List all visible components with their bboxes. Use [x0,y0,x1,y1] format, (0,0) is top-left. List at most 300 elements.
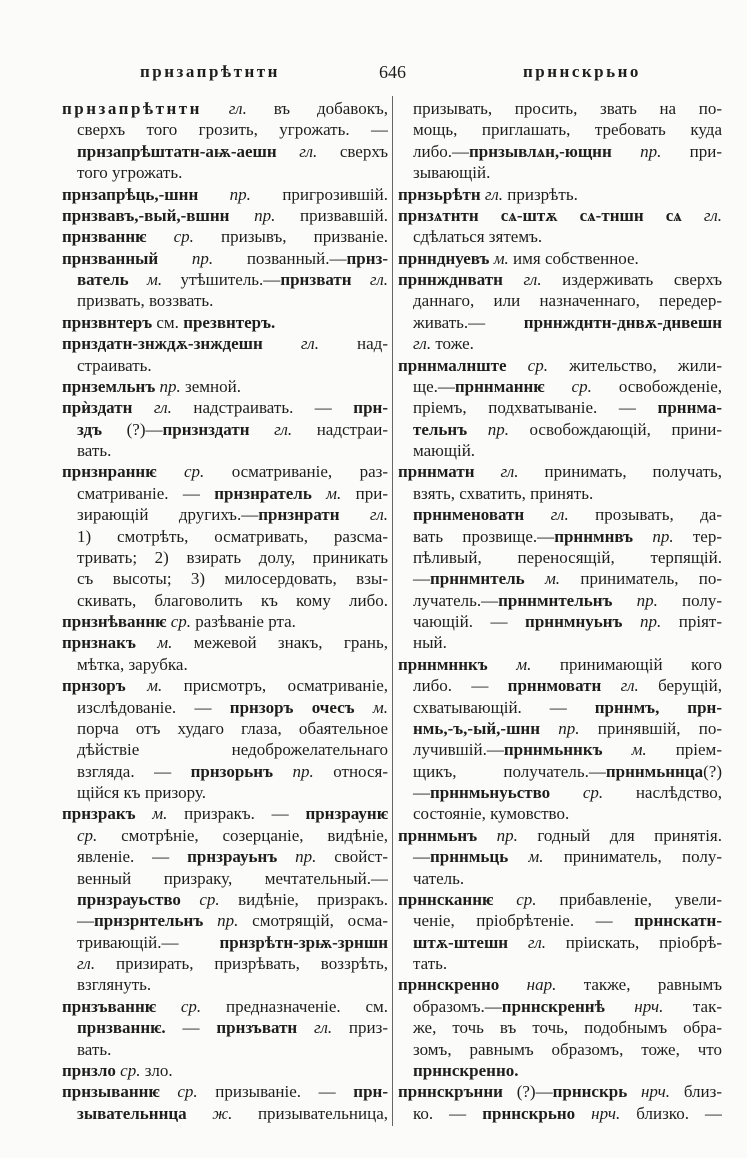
definition-text: также, равнымъ [556,975,722,995]
dict-line [62,1103,388,1124]
definition-text: призракъ. — [167,804,306,824]
headword: прннскренно [398,975,500,995]
definition-text: взгляда. — [77,761,191,781]
grammar-abbreviation: пр. [633,526,674,546]
headword: прн- [353,1082,388,1102]
definition-text: даннаго, или назначеннаго, передер- [413,291,722,311]
definition-text: въ добавокъ, [246,99,388,118]
dict-line [398,419,722,440]
definition-text: ще.— [413,376,455,396]
headword: прнзватн [280,270,352,289]
dict-line [398,568,722,589]
headword: прнздатн-знждѫ-знждешн [62,334,263,354]
dict-line [398,483,722,504]
dict-line [398,932,722,953]
definition-text: берущій, [638,676,722,696]
headword: прннмъ, прн- [594,697,722,717]
definition-text: принявшій, по- [579,718,722,738]
headword: прннскрънни [398,1082,503,1102]
grammar-abbreviation: нар. [499,975,557,995]
dict-line [62,162,388,183]
dict-line [62,868,388,889]
definition-text: приниматель, по- [560,569,722,589]
headword: прнзрауьнъ [187,847,278,867]
headword: тельнъ [413,419,468,439]
headword: прннжднватн [398,270,503,289]
grammar-abbreviation: гл. [276,141,318,161]
dict-line [62,504,388,525]
grammar-abbreviation: пр. [198,184,251,204]
headword: прнзрѣтн-зрѭ-зрншн [219,932,388,952]
definition-text: скивать, благоволить къ кому либо. [77,590,388,610]
headword: прннмнуьнъ [525,612,623,631]
column-divider [392,96,393,1126]
definition-text: чающій. — [413,612,526,631]
headword: прнзваннѥ [62,227,147,247]
dict-line [398,1081,722,1102]
definition-text: пріем- [646,740,722,760]
dict-line [62,290,388,311]
headword: прннмьннца [605,761,704,781]
definition-text: дѣйствіе недоброжелательнаго [77,740,388,760]
grammar-abbreviation: пр. [477,825,518,845]
dict-line [62,248,388,269]
grammar-abbreviation: м. [135,633,173,653]
dict-line [62,932,388,953]
headword: прнзнратель [214,483,312,503]
definition-text: страивать. [77,355,152,375]
definition-text: приз- [332,1018,388,1038]
headword: прннжднтн-днвѫ-днвешн [523,312,722,332]
grammar-abbreviation: гл. [132,398,172,418]
definition-text: призывать, просить, звать на по- [413,99,722,118]
dict-line [398,718,722,739]
headword: прнзѧтнтн сѧ-штѫ сѧ-тншн сѧ [398,205,682,225]
headword: прнзапрѣтнтн [62,99,202,118]
definition-text: порча отъ худаго глаза, обаятельное [77,718,388,738]
definition-text: призвать, воззвать. [77,291,214,311]
headword: нмь,-ъ,-ый,-шнн [413,718,541,738]
headword: прннмоватн [507,676,602,696]
dict-line [398,739,722,760]
dict-line [398,504,722,525]
definition-text: годный для принятія. [517,825,722,845]
definition-text: (?)— [502,1082,553,1102]
grammar-abbreviation: пр. [611,141,662,161]
dict-line [62,269,388,290]
dict-line [398,397,722,418]
dict-line [62,846,388,867]
definition-text: взять, схватить, принять. [413,483,594,503]
grammar-abbreviation: пр. [277,847,317,867]
definition-text: — [165,1018,217,1038]
dict-line [62,910,388,931]
dict-line [398,654,722,675]
definition-text: схватывающій. — [413,697,595,717]
headword: прннмнтель [430,569,525,589]
grammar-abbreviation: гл. [474,462,519,482]
definition-text: (?)— [102,419,163,439]
dict-line [398,461,722,482]
dict-line [62,568,388,589]
definition-text: тер- [673,526,722,546]
dict-line [62,312,388,333]
grammar-abbreviation: пр. [622,612,662,631]
grammar-abbreviation: ср. [115,1060,141,1080]
dict-line [62,1017,388,1038]
grammar-abbreviation: ср. [146,227,194,247]
dict-line [398,141,722,162]
headword: прнзнакъ [62,633,136,653]
dict-line [398,98,722,119]
dict-line [62,996,388,1017]
headword: прнзрнтельнъ [94,911,204,931]
definition-text: щикъ, получатель.— [413,761,606,781]
headword: прнзванный [62,248,159,268]
grammar-abbreviation: пр. [229,205,276,225]
definition-text: ный. [413,633,447,653]
definition-text: призывъ, призваніе. [193,227,388,247]
grammar-abbreviation: м. [508,847,544,867]
grammar-abbreviation: пр. [467,419,509,439]
dict-line [398,590,722,611]
headword: прнзываннѥ [62,1082,160,1102]
headword: здъ [77,419,103,439]
dict-line [398,290,722,311]
headword: прннманнѥ [454,376,545,396]
headword: прнзраунѥ [305,804,388,824]
grammar-abbreviation: ср. [159,1082,198,1102]
grammar-abbreviation: м. [125,676,163,696]
headword: прннднуевъ [398,248,490,268]
dict-line [62,718,388,739]
grammar-abbreviation: ср. [156,462,205,482]
dict-line [62,739,388,760]
dict-line [398,184,722,205]
definition-text: освобождающій, прини- [508,419,722,439]
dict-line [62,974,388,995]
headword: прнземльнъ [62,376,156,396]
definition-text: пѣливый, переносящій, терпящій. [413,547,722,567]
definition-text: явленіе. — [77,847,188,867]
grammar-abbreviation: ср. [544,376,592,396]
headword: прннмьнуьство [430,783,551,802]
definition-text: призирать, призрѣвать, воззрѣть, [95,954,388,973]
grammar-abbreviation: пр. [612,590,658,610]
grammar-abbreviation: гл. [524,505,569,525]
definition-text: смотрѣніе, созерцаніе, видѣніе, [97,825,388,845]
grammar-abbreviation: гл. [508,932,546,952]
dict-line [62,141,388,162]
dict-line [398,440,722,461]
running-head-right: прннскрьно [523,62,641,81]
dict-line [398,376,722,397]
dict-line [398,1060,722,1081]
dict-line [62,226,388,247]
dict-line [62,632,388,653]
grammar-abbreviation: гл. [480,184,503,204]
dict-line [62,611,388,632]
grammar-abbreviation: ж. [186,1103,233,1123]
grammar-abbreviation: пр. [158,248,214,268]
headword: прнз- [346,248,388,268]
dict-line [398,761,722,782]
dict-line [398,1103,722,1124]
definition-text: — [77,911,94,931]
grammar-abbreviation: гл. [502,270,542,289]
headword: прнзракъ [62,804,136,824]
definition-text: — [413,783,430,802]
dict-line [398,333,722,354]
definition-text: пріискать, пріобрѣ- [545,932,722,952]
dict-line [398,226,722,247]
dict-line [398,868,722,889]
definition-text: смотрящій, осма- [238,911,388,931]
dict-line [62,675,388,696]
definition-text: (?) [703,761,722,781]
grammar-abbreviation: пр. [273,761,314,781]
definition-text: при- [341,483,388,503]
dict-line [62,825,388,846]
definition-text: щійся къ призору. [77,783,206,802]
headword: презвнтеръ. [183,312,276,332]
headword: прнзывлѧн,-ющнн [468,141,612,161]
dict-line [398,526,722,547]
dict-line [62,333,388,354]
definition-text: принимать, получать, [518,462,722,482]
dict-line [398,632,722,653]
definition-text: прибавленіе, увели- [536,889,722,909]
definition-text: тать. [413,954,448,973]
dict-line [398,825,722,846]
definition-text: чатель. [413,868,465,888]
headword: прнзъватн [216,1018,298,1038]
headword: прнзло [62,1060,116,1080]
grammar-abbreviation: пр. [203,911,239,931]
definition-text: ко. — [413,1103,483,1123]
headword: прнзнраннѥ [62,462,157,482]
dict-line [398,803,722,824]
definition-text: призрѣть. [503,184,578,204]
definition-text: близ- [670,1082,722,1102]
dict-line [62,697,388,718]
definition-text: позванный.— [213,248,347,268]
definition-text: мѣтка, зарубка. [77,654,188,674]
definition-text: — [413,569,430,589]
headword: прнзоръ [62,676,126,696]
headword: прнзьрѣтн [398,184,481,204]
headword: штѫ-штешн [413,932,509,952]
definition-text: 1) смотрѣть, осматривать, разсма- [77,526,388,546]
grammar-abbreviation: гл. [249,419,293,439]
dict-line [62,1081,388,1102]
dict-line [62,397,388,418]
grammar-abbreviation: пр. [155,376,181,396]
dict-line [398,1017,722,1038]
grammar-abbreviation: нрч. [604,996,664,1016]
grammar-abbreviation: гл. [201,99,247,118]
definition-text: имя собственное. [508,248,639,268]
grammar-abbreviation: ср. [180,889,220,909]
headword: прнзвнтеръ [62,312,153,332]
definition-text: лучившій.— [413,740,504,760]
headword: прнзнздатн [162,419,250,439]
definition-text: осматриваніе, раз- [204,462,388,482]
dict-line [398,782,722,803]
dict-line [398,355,722,376]
headword: прнзапрѣштатн-аѭ-аешн [77,141,277,161]
definition-text: сверхъ того грозить, угрожать. — [77,120,388,140]
dict-line [398,611,722,632]
grammar-abbreviation: гл. [351,270,388,289]
headword: прнзорьнъ [190,761,274,781]
dict-line [62,98,388,119]
dict-line [62,782,388,803]
definition-text: пріемъ, подхватываніе. — [413,398,658,418]
dict-line [398,910,722,931]
dict-line [398,119,722,140]
definition-text: разѣваніе рта. [190,612,296,631]
definition-text: жительство, жили- [547,355,722,375]
definition-text: тривающій.— [77,932,220,952]
definition-text: относя- [313,761,388,781]
definition-text: состояніе, кумовство. [413,804,570,824]
dict-line [62,953,388,974]
definition-text: так- [663,996,722,1016]
grammar-abbreviation: ср. [550,783,604,802]
grammar-abbreviation: ср. [493,889,537,909]
headword: прннскрь [552,1082,628,1102]
dict-line [62,761,388,782]
headword: прнзваннѥ. [77,1018,166,1038]
dict-line [62,355,388,376]
dict-line [398,953,722,974]
definition-text: приниматель, полу- [543,847,722,867]
definition-text: пригрозившій. [250,184,388,204]
dict-line [398,312,722,333]
headword: прннмннкъ [398,654,488,674]
definition-text: вать. [77,441,112,460]
grammar-abbreviation: гл. [413,334,432,354]
headword: прнзъваннѥ [62,996,157,1016]
definition-text: близко. — [620,1103,722,1123]
grammar-abbreviation: нрч. [575,1103,621,1123]
definition-text: освобожденіе, [591,376,722,396]
definition-text: тоже. [431,334,474,354]
definition-text: зло. [140,1060,173,1080]
dict-line [398,269,722,290]
definition-text: живать.— [413,312,524,332]
definition-text: либо. — [413,676,508,696]
definition-text: земной. [180,376,241,396]
dict-line [398,996,722,1017]
definition-text: призвавшій. [275,205,388,225]
definition-text: венный призраку, мечтательный.— [77,868,388,888]
grammar-abbreviation: гл. [339,505,388,525]
headword: зывательннца [77,1103,187,1123]
headword: прннскатн- [634,911,722,931]
headword: прннмьць [430,847,509,867]
definition-text: сматриваніе. — [77,483,215,503]
definition-text: сверхъ [317,141,388,161]
definition-text: съ высоты; 3) милосердовать, взы- [77,569,388,589]
grammar-abbreviation: нрч. [627,1082,671,1102]
grammar-abbreviation: м. [311,483,342,503]
right-column [398,98,722,1124]
headword: прннматн [398,462,475,482]
dict-line [62,803,388,824]
definition-text: присмотръ, осматриваніе, [162,676,388,696]
headword: прннмьнъ [398,825,478,845]
dict-line [62,547,388,568]
definition-text: образомъ.— [413,996,502,1016]
definition-text: издерживать сверхъ [541,270,722,289]
definition-text: призывательница, [232,1103,388,1123]
grammar-abbreviation: м. [489,248,509,268]
headword: прѝздатн [62,398,133,418]
grammar-abbreviation: гл. [262,334,319,354]
definition-text: призываніе. — [197,1082,354,1102]
definition-text: при- [661,141,722,161]
grammar-abbreviation: пр. [540,718,580,738]
dict-line [398,974,722,995]
definition-text: либо.— [413,141,469,161]
definition-text: мощь, приглашать, требовать куда [413,120,722,140]
headword: прннмалнште [398,355,507,375]
definition-text: принимающій кого [531,654,722,674]
grammar-abbreviation: ср. [77,825,98,845]
grammar-abbreviation: гл. [681,205,722,225]
grammar-abbreviation: м. [602,740,647,760]
headword: прнзнѣваннѥ [62,612,167,631]
headword: прнзрауьство [77,889,181,909]
dict-line [62,889,388,910]
dict-line [398,248,722,269]
left-column [62,98,388,1124]
dict-line [62,590,388,611]
definition-text: полу- [657,590,722,610]
grammar-abbreviation: м. [135,804,168,824]
definition-text: наслѣдство, [603,783,722,802]
dict-line [62,119,388,140]
headword: прнзвавъ,-вый,-вшнн [62,205,230,225]
headword: прнзнратн [258,505,340,525]
definition-text: зомъ, равнымъ образомъ, тоже, что [413,1039,722,1059]
dict-line [62,1039,388,1060]
definition-text: надстраивать. — [171,398,354,418]
dict-line [398,889,722,910]
definition-text: вать прозвище.— [413,526,555,546]
definition-text: мающій. [413,441,476,460]
grammar-abbreviation: ср. [506,355,548,375]
definition-text: изслѣдованіе. — [77,697,230,717]
headword: прннскреннѣ [501,996,605,1016]
dict-line [62,440,388,461]
dict-line [62,483,388,504]
grammar-abbreviation: м. [354,697,388,717]
headword: прннма- [657,398,722,418]
definition-text: над- [318,334,388,354]
headword: прннскренно. [413,1060,519,1080]
grammar-abbreviation: м. [524,569,561,589]
dict-line [398,675,722,696]
grammar-abbreviation: гл. [601,676,639,696]
dict-line [62,1060,388,1081]
definition-text: надстраи- [292,419,388,439]
definition-text: сдѣлаться зятемъ. [413,227,543,247]
definition-text: лучатель.— [413,590,499,610]
grammar-abbreviation: гл. [77,954,96,973]
